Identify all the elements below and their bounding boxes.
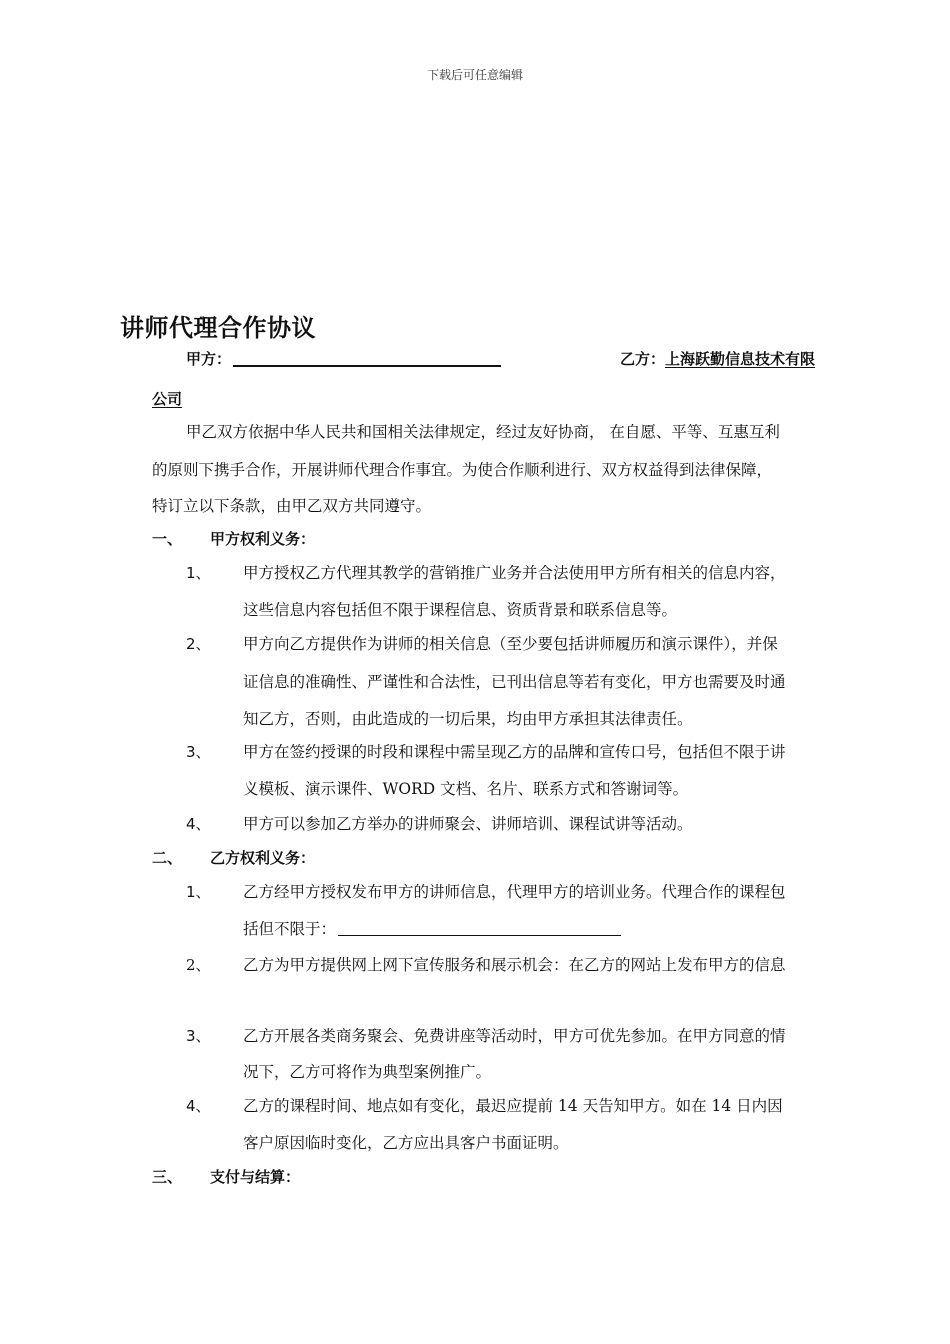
item-line-text: 括但不限于：: [243, 920, 337, 938]
party-b-value: 上海跃勤信息技术有限: [665, 350, 816, 368]
section-number: 三、: [152, 1168, 183, 1186]
item-number: 4、: [186, 1097, 211, 1115]
item-line: [243, 917, 621, 939]
item-number: 4、: [186, 815, 211, 833]
item-line: 乙方的课程时间、地点如有变化，最迟应提前 14 天告知甲方。如在 14 日内因: [243, 1097, 783, 1115]
item-number: 3、: [186, 743, 211, 761]
party-a-blank-line: [233, 349, 501, 367]
item-line: 甲方向乙方提供作为讲师的相关信息（至少要包括讲师履历和演示课件），并保: [243, 635, 778, 653]
item-line: 证信息的准确性、严谨性和合法性，已刊出信息等若有变化，甲方也需要及时通: [243, 673, 786, 691]
section-number: 二、: [152, 849, 183, 867]
course-blank-line: [338, 921, 621, 936]
section-title: 甲方权利义务：: [210, 530, 316, 548]
item-line: 客户原因临时变化，乙方应出具客户书面证明。: [243, 1134, 569, 1152]
section-title: 支付与结算：: [210, 1168, 301, 1186]
party-b-label: 乙方：: [620, 350, 666, 368]
intro-line: 特订立以下条款，由甲乙双方共同遵守。: [152, 497, 432, 515]
party-b: [620, 348, 815, 369]
document-title: 讲师代理合作协议: [120, 314, 316, 342]
item-line: 乙方开展各类商务聚会、免费讲座等活动时，甲方可优先参加。在甲方同意的情: [243, 1027, 786, 1045]
item-number: 1、: [186, 883, 211, 901]
intro-line: 甲乙双方依据中华人民共和国相关法律规定，经过友好协商， 在自愿、平等、互惠互利: [186, 423, 780, 441]
item-line: 甲方可以参加乙方举办的讲师聚会、讲师培训、课程试讲等活动。: [243, 815, 693, 833]
item-line: 乙方为甲方提供网上网下宣传服务和展示机会：在乙方的网站上发布甲方的信息: [243, 956, 786, 974]
item-line: 甲方授权乙方代理其教学的营销推广业务并合法使用甲方所有相关的信息内容，: [243, 564, 786, 582]
section-title: 乙方权利义务：: [210, 849, 316, 867]
item-number: 2、: [186, 635, 211, 653]
item-line: 义模板、演示课件、WORD 文档、名片、联系方式和答谢词等。: [243, 780, 689, 798]
intro-line: 的原则下携手合作，开展讲师代理合作事宜。为使合作顺利进行、双方权益得到法律保障，: [152, 461, 773, 479]
party-a-label: 甲方：: [186, 350, 232, 368]
header-note: 下载后可任意编辑: [426, 68, 523, 82]
item-number: 3、: [186, 1027, 211, 1045]
item-line: 甲方在签约授课的时段和课程中需呈现乙方的品牌和宣传口号，包括但不限于讲: [243, 743, 786, 761]
party-b-value-continued: 公司: [152, 390, 183, 408]
item-line: 知乙方，否则，由此造成的一切后果，均由甲方承担其法律责任。: [243, 710, 693, 728]
section-number: 一、: [152, 530, 183, 548]
party-a: [186, 348, 501, 369]
item-line: 这些信息内容包括但不限于课程信息、资质背景和联系信息等。: [243, 601, 678, 619]
item-number: 1、: [186, 564, 211, 582]
item-line: 乙方经甲方授权发布甲方的讲师信息，代理甲方的培训业务。代理合作的课程包: [243, 883, 786, 901]
item-number: 2、: [186, 956, 211, 974]
item-line: 况下，乙方可将作为典型案例推广。: [243, 1063, 492, 1081]
